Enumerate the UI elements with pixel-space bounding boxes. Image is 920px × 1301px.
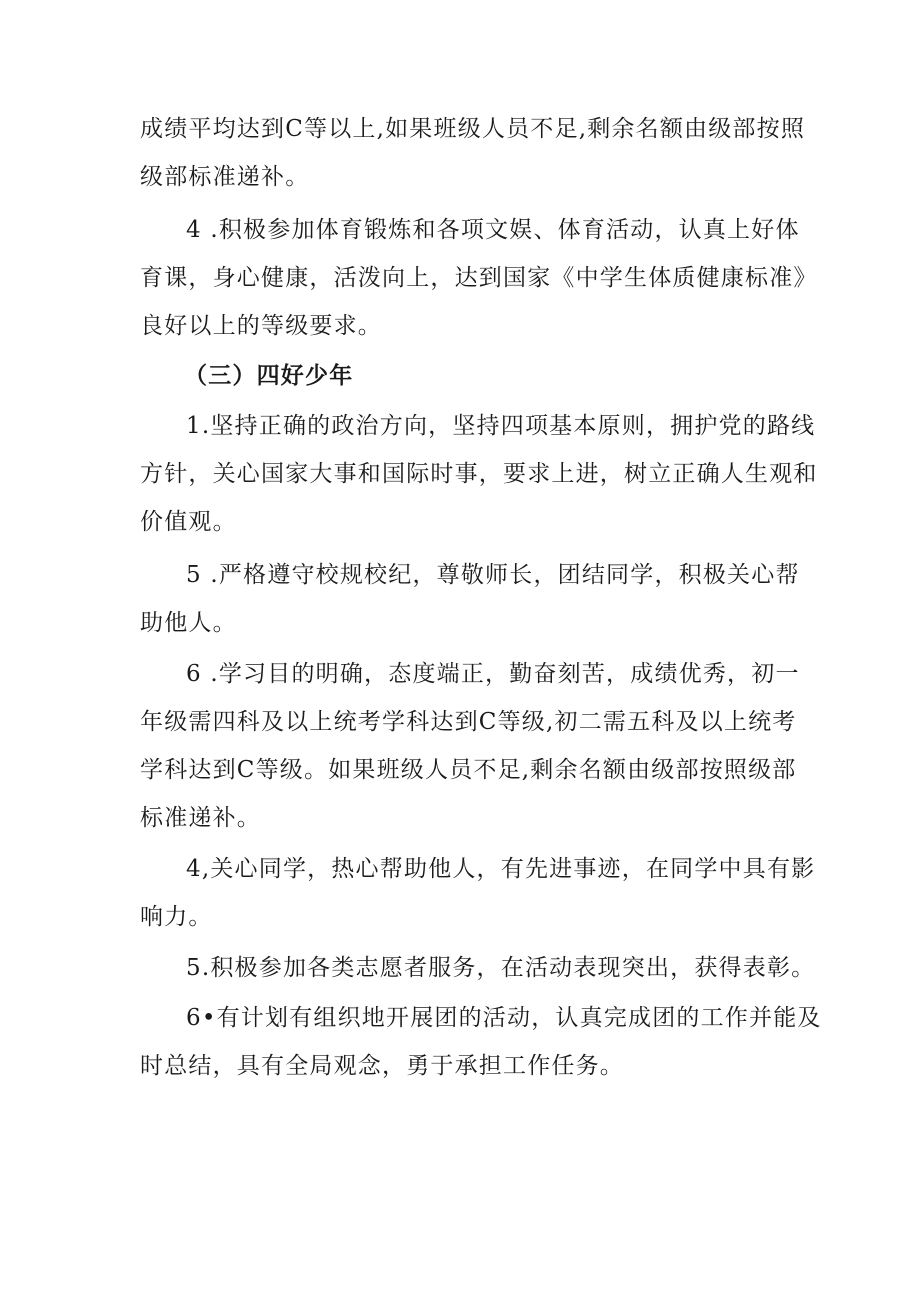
paragraph-start-line	[0, 845, 920, 893]
line-text: 助他人。	[140, 610, 237, 636]
line-text: 方针，关心国家大事和国际时事，要求上进，树立正确人生观和	[140, 461, 818, 487]
text-line	[0, 450, 920, 498]
text-line	[0, 498, 920, 546]
text-line	[0, 599, 920, 647]
line-text: 良好以上的等级要求。	[140, 313, 382, 339]
line-text: 育课，身心健康，活泼向上，达到国家《中学生体质健康标准》	[140, 265, 818, 291]
line-text: 1.坚持正确的政治方向，坚持四项基本原则，拥护党的路线	[186, 413, 816, 439]
section-heading	[0, 352, 920, 400]
line-text: 5.积极参加各类志愿者服务，在活动表现突出，获得表彰。	[186, 955, 816, 981]
line-text: 标准递补。	[140, 805, 261, 831]
line-text: 4 .积极参加体育锻炼和各项文娱、体育活动，认真上好体	[186, 217, 800, 243]
text-line	[0, 153, 920, 201]
text-line	[0, 302, 920, 350]
text-line	[0, 746, 920, 794]
line-text: 4,关心同学，热心帮助他人，有先进事迹，在同学中具有影	[186, 856, 816, 882]
text-line	[0, 254, 920, 302]
text-line	[0, 698, 920, 746]
line-text: 6•有计划有组织地开展团的活动，认真完成团的工作并能及	[186, 1005, 822, 1031]
paragraph-start-line	[0, 551, 920, 599]
paragraph-start-line	[0, 206, 920, 254]
line-text: 响力。	[140, 904, 213, 930]
line-text: 年级需四科及以上统考学科达到C等级,初二需五科及以上统考	[140, 709, 797, 735]
line-text: 级部标准递补。	[140, 164, 310, 190]
heading-text: （三）四好少年	[184, 362, 354, 389]
paragraph-start-line	[0, 994, 920, 1042]
line-text: 成绩平均达到C等以上,如果班级人员不足,剩余名额由级部按照	[140, 116, 806, 142]
line-text: 5 .严格遵守校规校纪，尊敬师长，团结同学，积极关心帮	[186, 562, 800, 588]
text-line	[0, 893, 920, 941]
line-text: 学科达到C等级。如果班级人员不足,剩余名额由级部按照级部	[140, 757, 797, 783]
text-line	[0, 105, 920, 153]
line-text: 6 .学习目的明确，态度端正，勤奋刻苦，成绩优秀，初一	[186, 661, 800, 687]
line-text: 时总结，具有全局观念，勇于承担工作任务。	[140, 1053, 624, 1079]
line-text: 价值观。	[140, 509, 237, 535]
text-line	[0, 794, 920, 842]
text-line	[0, 1042, 920, 1090]
paragraph-start-line	[0, 402, 920, 450]
paragraph-start-line	[0, 650, 920, 698]
paragraph-start-line	[0, 944, 920, 992]
